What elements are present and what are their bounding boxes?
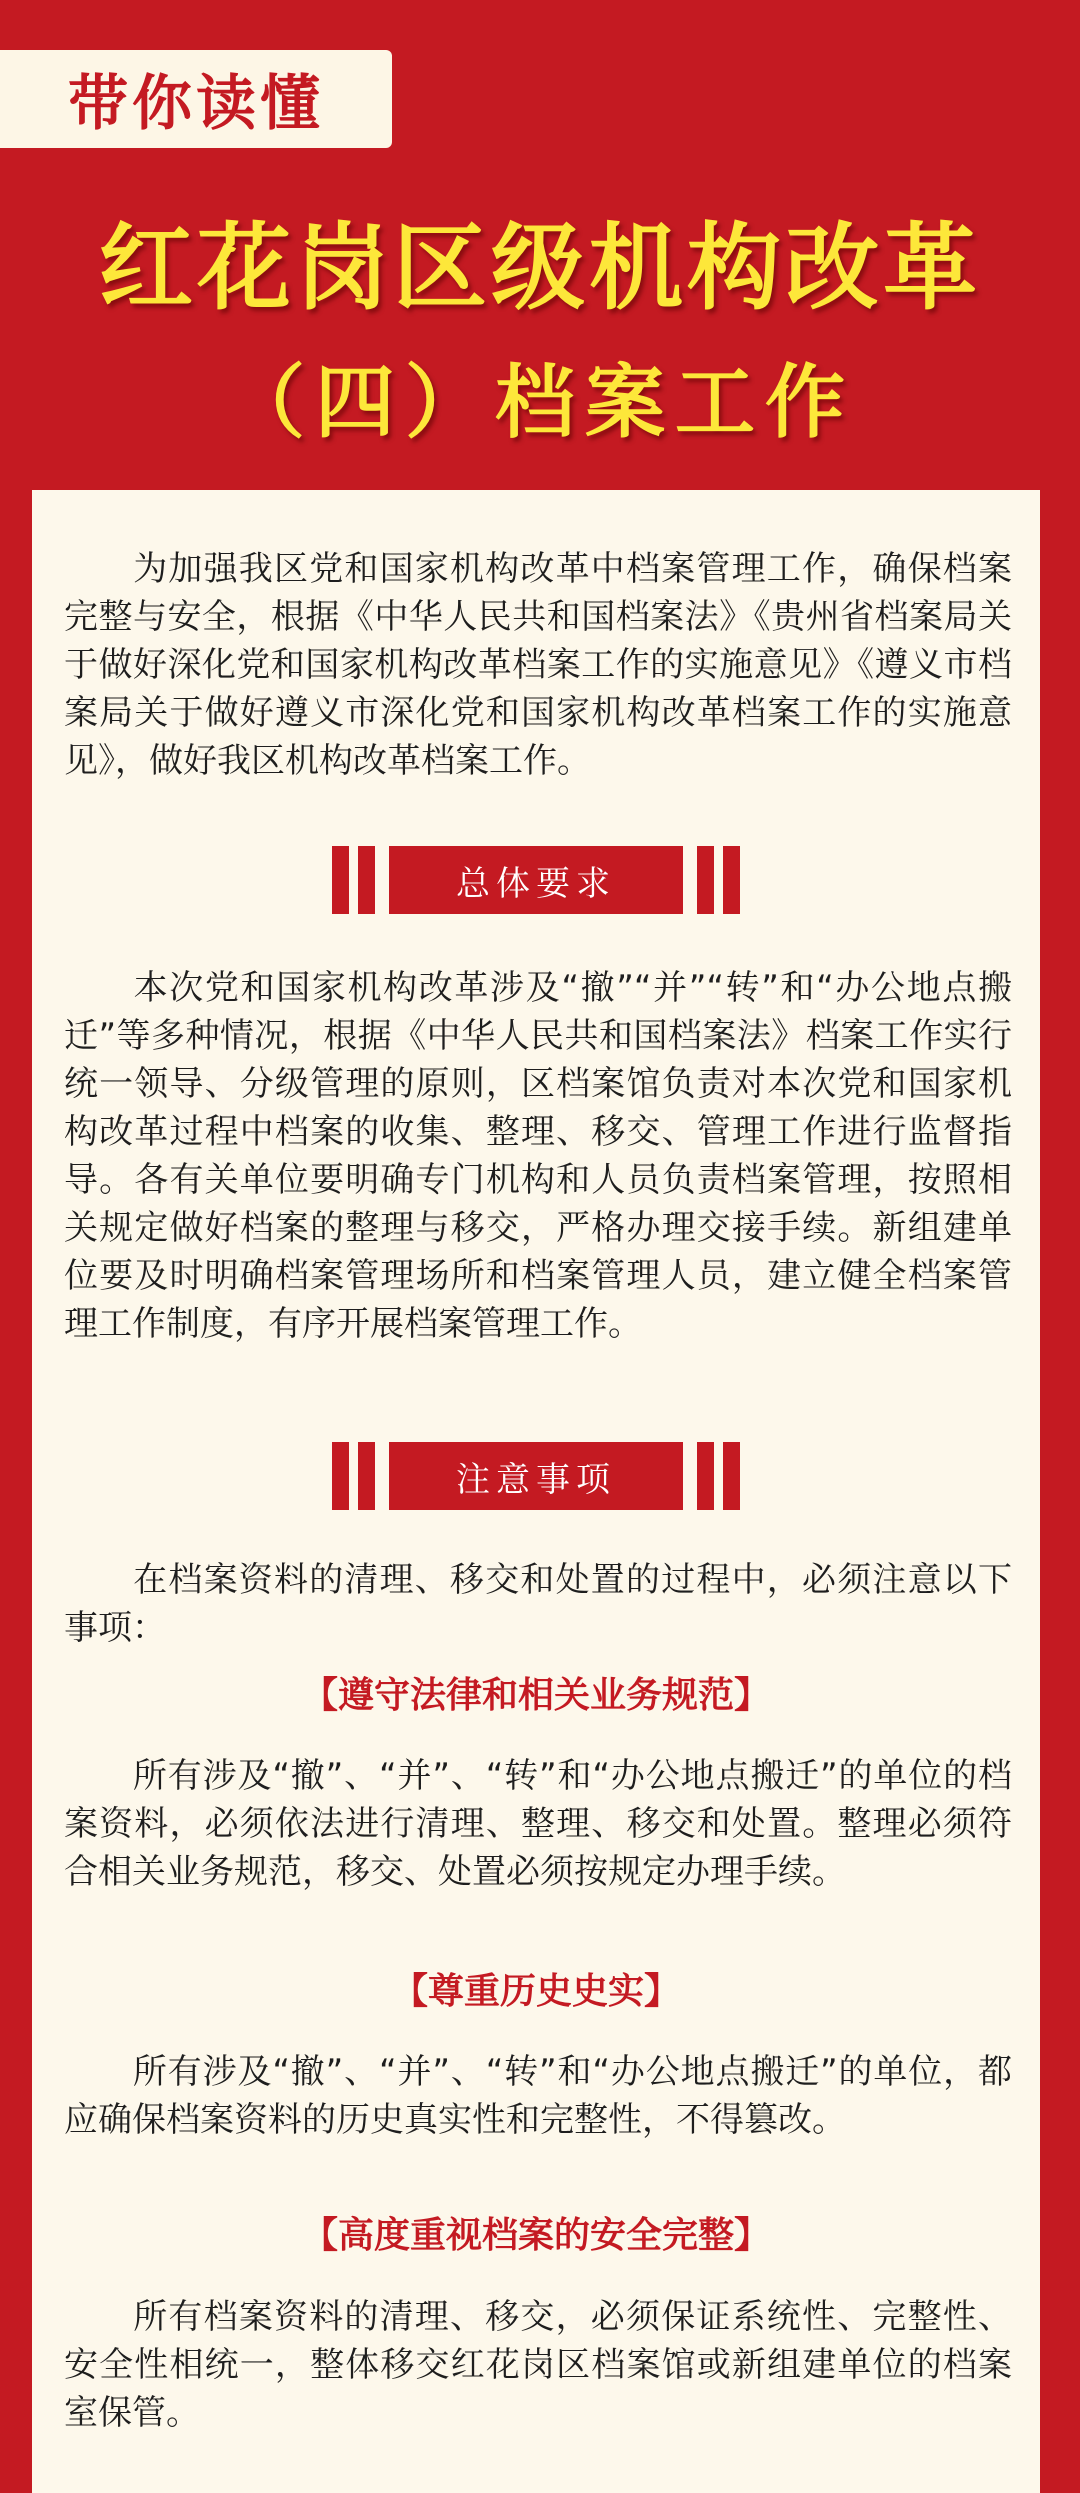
heading-bar <box>697 846 714 914</box>
section-heading-label: 总体要求 <box>389 846 683 914</box>
section-heading-notes <box>32 1442 1040 1510</box>
item-title-history: 【尊重历史史实】 <box>391 1971 680 2012</box>
header-tag-text: 带你读懂 <box>68 69 324 139</box>
content-panel <box>32 490 1040 2493</box>
heading-bar <box>358 1442 375 1510</box>
general-requirements-text: 本次党和国家机构改革涉及“撤”“并”“转”和“办公地点搬迁”等多种情况，根据《中华人民共和国档案法》档案工作实行统一领导、分级管理的原则，区档案馆负责对本次党和国家机构改革过程中档案的收集、整理、移交、管理工作进行监督指导。各有关单位要明确专门机构和人员负责档案管理，按照相关规定做好档案的整理与移交，严格办理交接手续。新组建单位要及时明确档案管理场所和档案管理人员，建立健全档案管理工作制度，有序开展档案管理工作。 <box>64 968 1012 1344</box>
item-body-law-text: 所有涉及“撤”、“并”、“转”和“办公地点搬迁”的单位的档案资料，必须依法进行清理、整理、移交和处置。整理必须符合相关业务规范，移交、处置必须按规定办理手续。 <box>64 1756 1012 1892</box>
item-body-history <box>64 2048 1012 2144</box>
page-subtitle: （四）档案工作 <box>225 356 855 449</box>
heading-bar <box>332 1442 349 1510</box>
item-body-law <box>64 1752 1012 1896</box>
heading-bar <box>332 846 349 914</box>
heading-bar <box>358 846 375 914</box>
heading-bar <box>723 846 740 914</box>
general-requirements-paragraph <box>64 964 1012 1348</box>
section-heading-general <box>32 846 1040 914</box>
item-title-safety: 【高度重视档案的安全完整】 <box>301 2215 770 2256</box>
notes-intro-paragraph <box>64 1556 1012 1652</box>
item-body-safety-text: 所有档案资料的清理、移交，必须保证系统性、完整性、安全性相统一，整体移交红花岗区档案馆或新组建单位的档案室保管。 <box>64 2297 1012 2433</box>
item-title-law: 【遵守法律和相关业务规范】 <box>301 1675 770 1716</box>
notes-intro-text: 在档案资料的清理、移交和处置的过程中，必须注意以下事项： <box>64 1560 1012 1648</box>
item-body-safety <box>64 2293 1012 2437</box>
header-tag <box>0 50 392 148</box>
item-body-history-text: 所有涉及“撤”、“并”、“转”和“办公地点搬迁”的单位，都应确保档案资料的历史真实性和完整性，不得篡改。 <box>64 2052 1012 2140</box>
heading-bar <box>697 1442 714 1510</box>
intro-text: 为加强我区党和国家机构改革中档案管理工作，确保档案完整与安全，根据《中华人民共和国档案法》《贵州省档案局关于做好深化党和国家机构改革档案工作的实施意见》《遵义市档案局关于做好遵义市深化党和国家机构改革档案工作的实施意见》，做好我区机构改革档案工作。 <box>64 549 1012 781</box>
page-title: 红花岗区级机构改革 <box>98 214 981 323</box>
intro-paragraph <box>64 545 1012 785</box>
section-heading-label: 注意事项 <box>389 1442 683 1510</box>
heading-bar <box>723 1442 740 1510</box>
